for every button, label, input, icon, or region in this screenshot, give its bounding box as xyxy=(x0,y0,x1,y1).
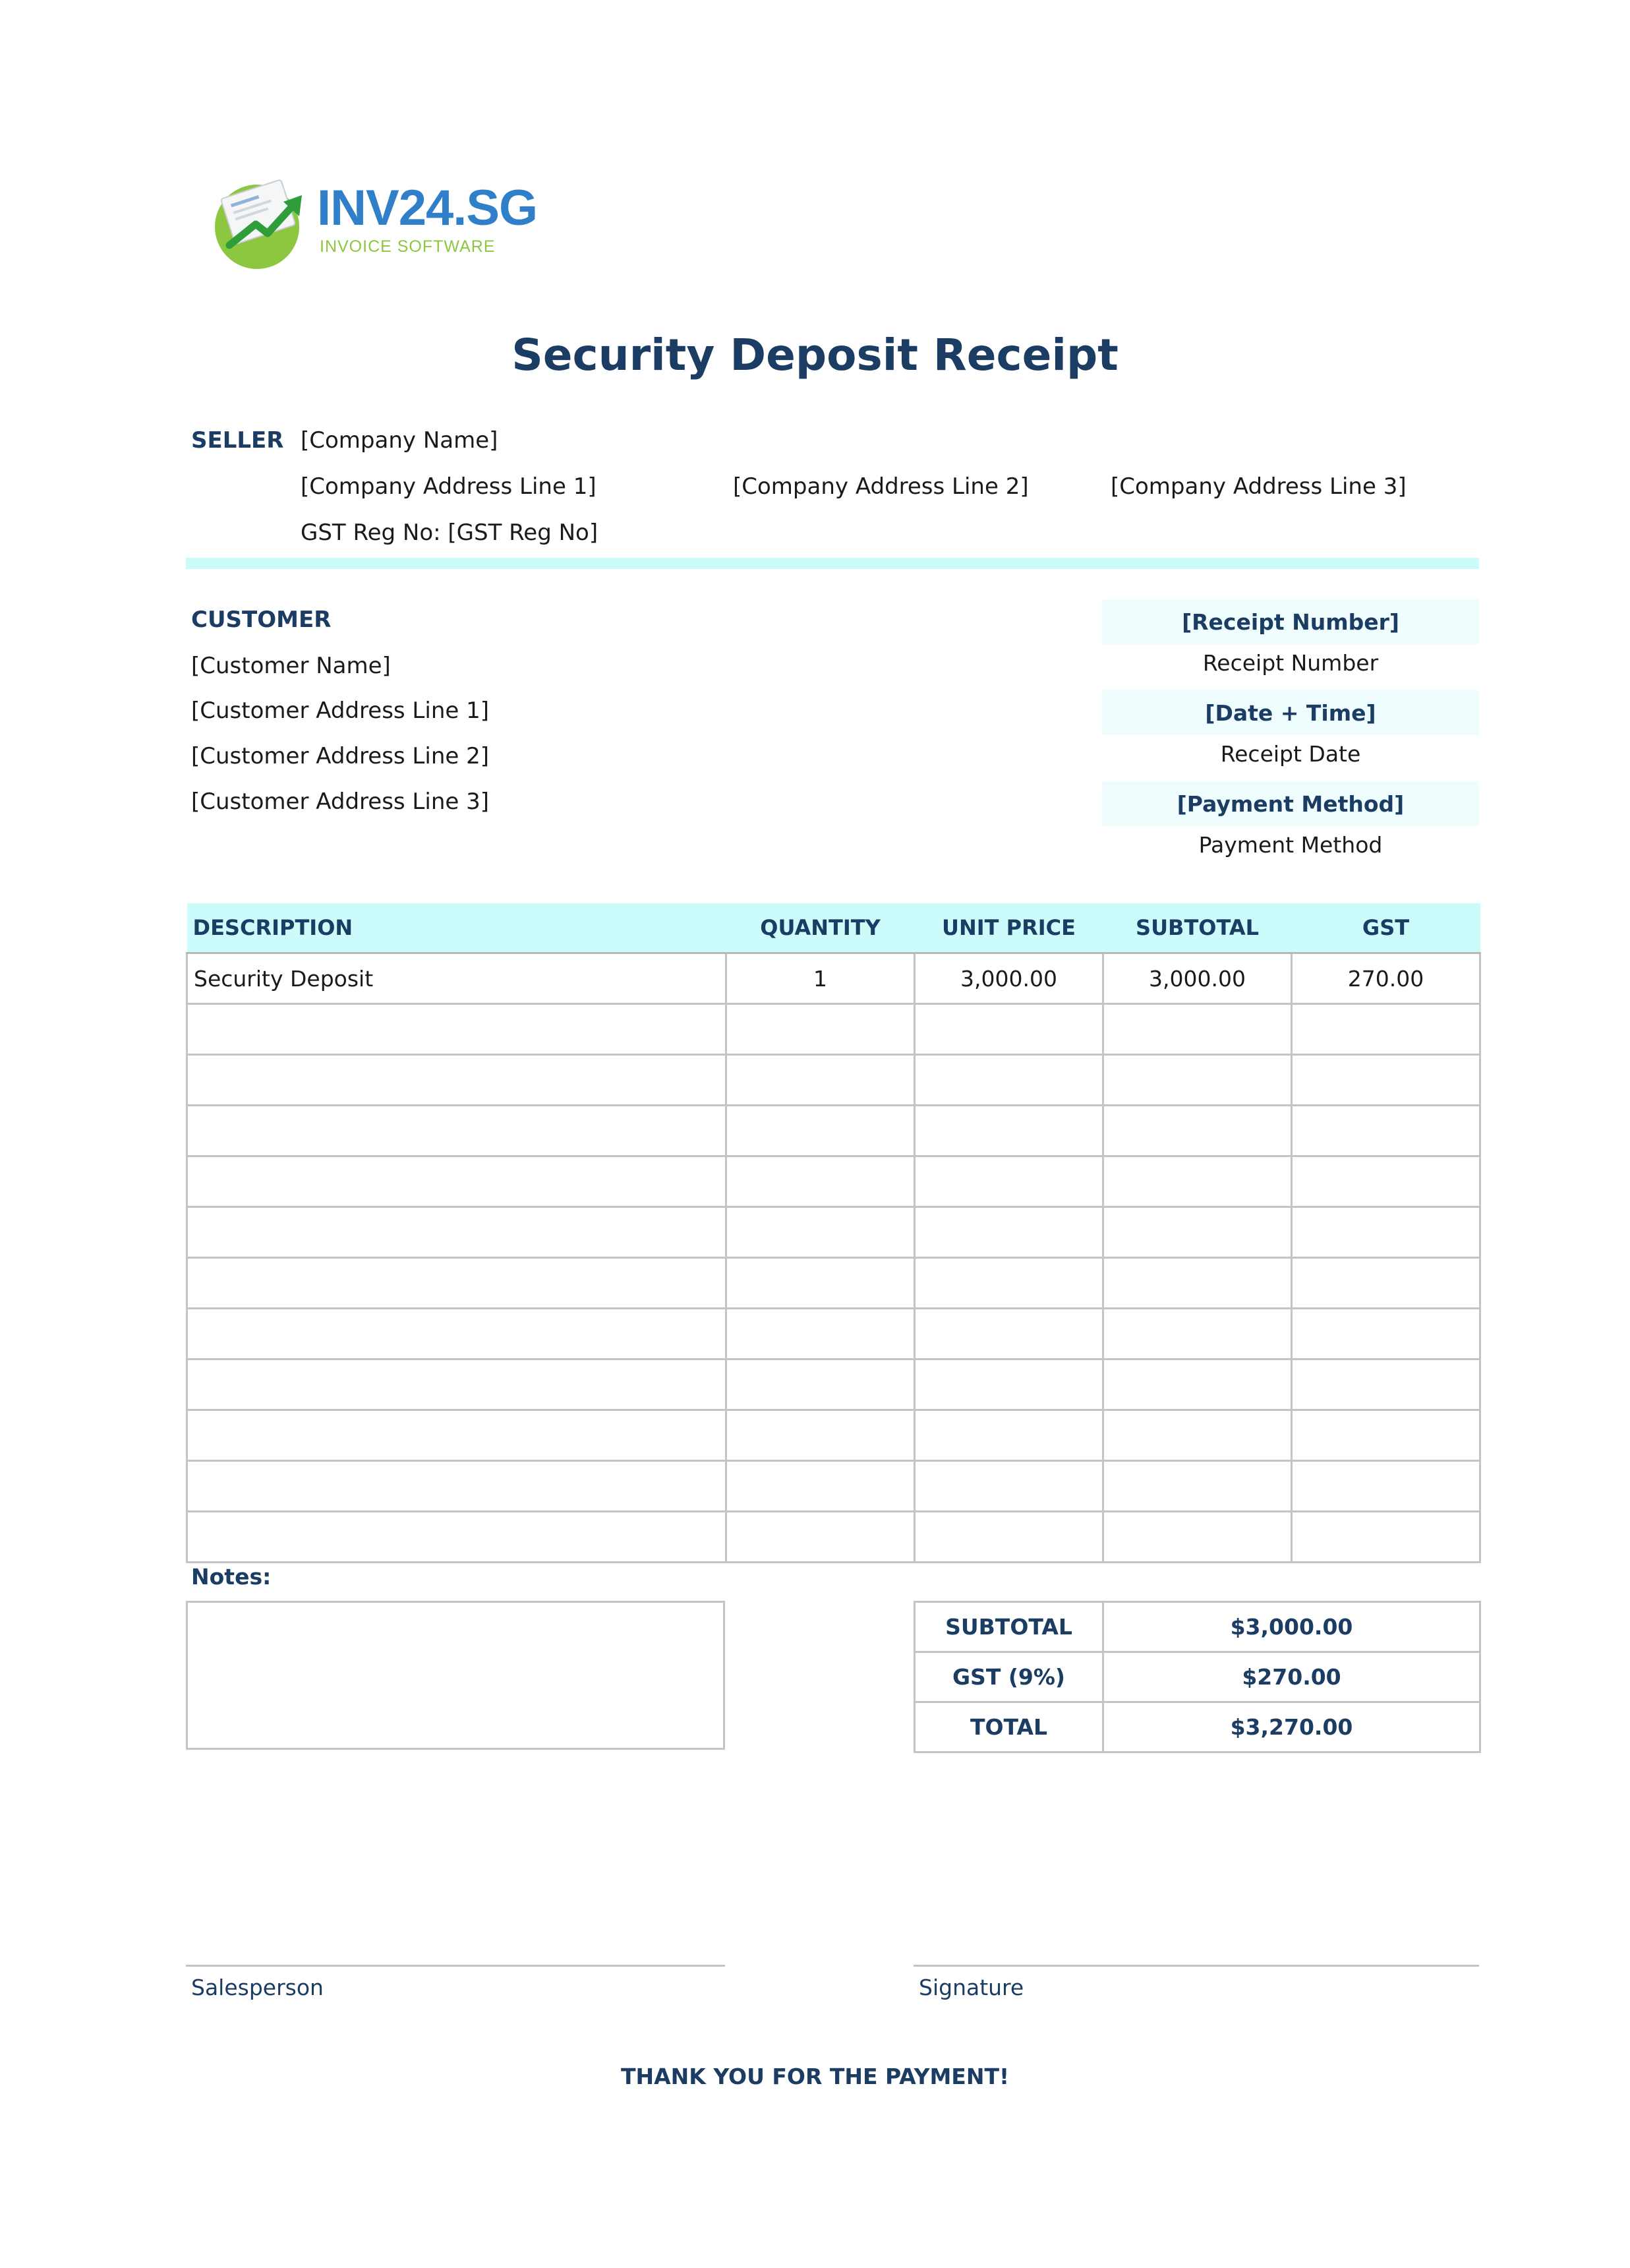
notes-box xyxy=(186,1601,725,1750)
receipt-date-header: [Date + Time] xyxy=(1102,690,1479,735)
item-quantity: 1 xyxy=(726,953,915,1004)
gst-label: GST (9%) xyxy=(915,1652,1103,1702)
notes-label: Notes: xyxy=(191,1564,272,1590)
item-gst xyxy=(1292,1512,1480,1563)
table-row xyxy=(187,1055,1480,1106)
column-header-quantity: QUANTITY xyxy=(726,903,915,953)
item-subtotal xyxy=(1103,1055,1292,1106)
item-subtotal xyxy=(1103,1512,1292,1563)
item-description xyxy=(187,1461,726,1512)
logo-mark-icon xyxy=(210,173,308,272)
item-quantity xyxy=(726,1410,915,1461)
salesperson-signature-line xyxy=(186,1965,725,1967)
item-description xyxy=(187,1309,726,1359)
item-unit-price xyxy=(915,1207,1103,1258)
item-description xyxy=(187,1055,726,1106)
customer-address-line-1: [Customer Address Line 1] xyxy=(191,698,489,724)
table-row xyxy=(187,1309,1480,1359)
table-row xyxy=(187,1410,1480,1461)
section-divider xyxy=(186,558,1479,569)
item-unit-price xyxy=(915,1106,1103,1156)
customer-address-line-2: [Customer Address Line 2] xyxy=(191,743,489,769)
item-subtotal xyxy=(1103,1207,1292,1258)
item-unit-price: 3,000.00 xyxy=(915,953,1103,1004)
item-description xyxy=(187,1156,726,1207)
table-row xyxy=(187,1004,1480,1055)
item-quantity xyxy=(726,1004,915,1055)
item-unit-price xyxy=(915,1004,1103,1055)
logo-tagline: INVOICE SOFTWARE xyxy=(320,237,496,256)
item-subtotal xyxy=(1103,1156,1292,1207)
totals-table xyxy=(914,1601,1481,1753)
item-subtotal: 3,000.00 xyxy=(1103,953,1292,1004)
item-subtotal xyxy=(1103,1359,1292,1410)
item-description xyxy=(187,1410,726,1461)
signature-label: Signature xyxy=(919,1975,1024,2000)
item-quantity xyxy=(726,1055,915,1106)
receipt-number-value: Receipt Number xyxy=(1202,650,1379,676)
item-unit-price xyxy=(915,1156,1103,1207)
payment-method-header: [Payment Method] xyxy=(1102,781,1479,826)
item-unit-price xyxy=(915,1309,1103,1359)
item-quantity xyxy=(726,1359,915,1410)
salesperson-label: Salesperson xyxy=(191,1975,324,2000)
item-subtotal xyxy=(1103,1258,1292,1309)
thank-you-message: THANK YOU FOR THE PAYMENT! xyxy=(620,2064,1010,2089)
item-unit-price xyxy=(915,1461,1103,1512)
item-description xyxy=(187,1004,726,1055)
table-row xyxy=(187,1258,1480,1309)
item-quantity xyxy=(726,1106,915,1156)
seller-label: SELLER xyxy=(191,427,284,454)
item-gst xyxy=(1292,1359,1480,1410)
item-quantity xyxy=(726,1207,915,1258)
logo-brand-text: INV24.SG xyxy=(317,180,538,236)
item-unit-price xyxy=(915,1258,1103,1309)
seller-address-line-3: [Company Address Line 3] xyxy=(1111,473,1407,500)
table-row xyxy=(187,1359,1480,1410)
item-description: Security Deposit xyxy=(187,953,726,1004)
item-unit-price xyxy=(915,1410,1103,1461)
item-gst xyxy=(1292,1156,1480,1207)
item-subtotal xyxy=(1103,1461,1292,1512)
company-logo xyxy=(210,173,538,272)
line-items-body xyxy=(187,953,1480,1563)
total-label: TOTAL xyxy=(915,1702,1103,1752)
item-subtotal xyxy=(1103,1410,1292,1461)
column-header-gst: GST xyxy=(1292,903,1480,953)
item-quantity xyxy=(726,1309,915,1359)
table-row xyxy=(187,1512,1480,1563)
table-header-row xyxy=(187,903,1480,953)
item-gst xyxy=(1292,1309,1480,1359)
item-quantity xyxy=(726,1461,915,1512)
item-subtotal xyxy=(1103,1004,1292,1055)
receipt-number-header: [Receipt Number] xyxy=(1102,599,1479,644)
item-unit-price xyxy=(915,1512,1103,1563)
seller-gst-reg: GST Reg No: [GST Reg No] xyxy=(301,520,598,546)
column-header-description: DESCRIPTION xyxy=(187,903,726,953)
item-description xyxy=(187,1512,726,1563)
subtotal-label: SUBTOTAL xyxy=(915,1602,1103,1652)
column-header-subtotal: SUBTOTAL xyxy=(1103,903,1292,953)
column-header-unit-price: UNIT PRICE xyxy=(915,903,1103,953)
table-row xyxy=(187,953,1480,1004)
table-row xyxy=(187,1156,1480,1207)
seller-company-name: [Company Name] xyxy=(301,427,498,454)
item-gst: 270.00 xyxy=(1292,953,1480,1004)
table-row xyxy=(187,1106,1480,1156)
item-description xyxy=(187,1258,726,1309)
item-quantity xyxy=(726,1512,915,1563)
line-items-table xyxy=(186,903,1481,1563)
gst-row xyxy=(915,1652,1480,1702)
item-unit-price xyxy=(915,1055,1103,1106)
item-gst xyxy=(1292,1106,1480,1156)
table-row xyxy=(187,1207,1480,1258)
total-row xyxy=(915,1702,1480,1752)
table-row xyxy=(187,1461,1480,1512)
receipt-date-value: Receipt Date xyxy=(1220,741,1361,767)
item-subtotal xyxy=(1103,1309,1292,1359)
item-gst xyxy=(1292,1410,1480,1461)
item-gst xyxy=(1292,1055,1480,1106)
item-subtotal xyxy=(1103,1106,1292,1156)
customer-address-line-3: [Customer Address Line 3] xyxy=(191,789,489,815)
page-title: Security Deposit Receipt xyxy=(511,330,1119,380)
subtotal-value: $3,000.00 xyxy=(1103,1602,1480,1652)
item-gst xyxy=(1292,1207,1480,1258)
payment-method-value: Payment Method xyxy=(1198,832,1383,858)
item-description xyxy=(187,1359,726,1410)
item-gst xyxy=(1292,1004,1480,1055)
total-value: $3,270.00 xyxy=(1103,1702,1480,1752)
item-gst xyxy=(1292,1258,1480,1309)
customer-label: CUSTOMER xyxy=(191,607,332,633)
item-unit-price xyxy=(915,1359,1103,1410)
seller-address-line-1: [Company Address Line 1] xyxy=(301,473,597,500)
item-gst xyxy=(1292,1461,1480,1512)
signature-line xyxy=(914,1965,1479,1967)
customer-name: [Customer Name] xyxy=(191,653,391,679)
item-quantity xyxy=(726,1156,915,1207)
seller-address-line-2: [Company Address Line 2] xyxy=(733,473,1029,500)
gst-value: $270.00 xyxy=(1103,1652,1480,1702)
subtotal-row xyxy=(915,1602,1480,1652)
item-quantity xyxy=(726,1258,915,1309)
item-description xyxy=(187,1207,726,1258)
item-description xyxy=(187,1106,726,1156)
